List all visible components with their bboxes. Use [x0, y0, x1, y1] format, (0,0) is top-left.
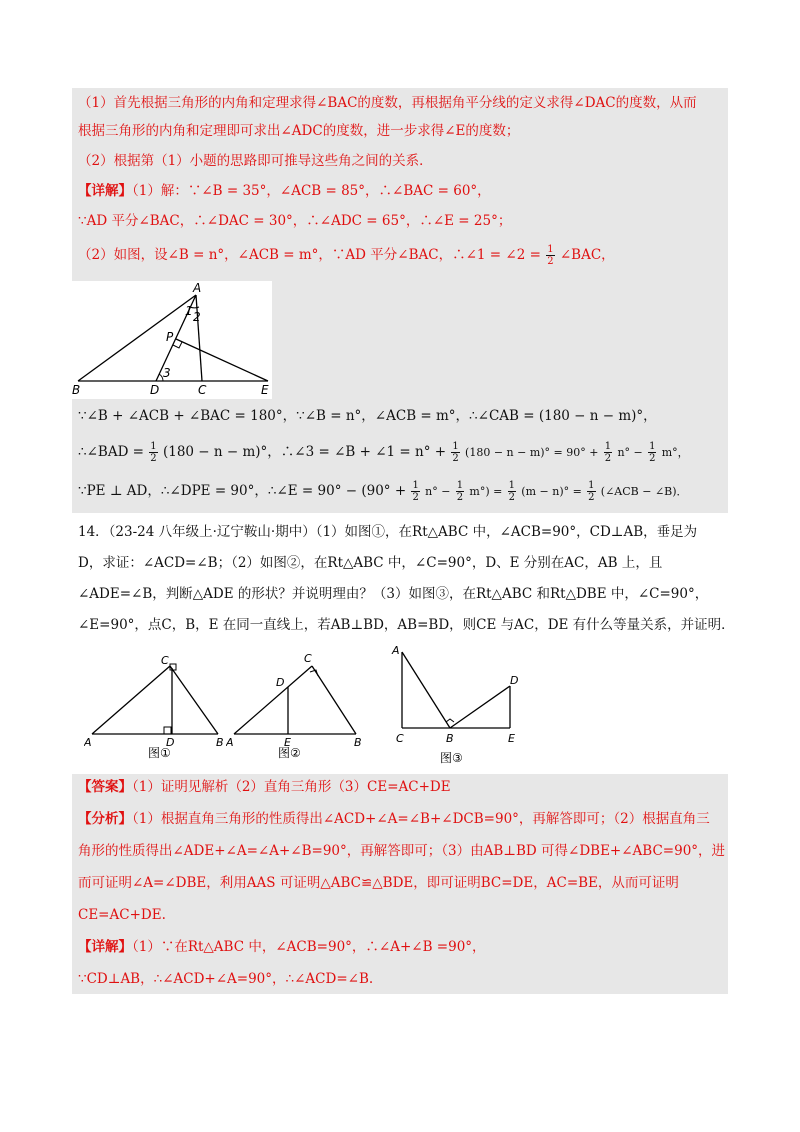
detail-line-3-suffix: ∠BAC，	[559, 247, 615, 263]
detail-line-2: ∵AD 平分∠BAC，∴∠DAC = 30°，∴∠ADC = 65°，∴∠E = 25°；	[78, 213, 512, 229]
label-C: C	[396, 732, 404, 745]
fraction-half-2c	[604, 441, 612, 464]
problem-14-figures	[76, 642, 728, 774]
fraction-num: 1	[412, 480, 419, 491]
derivation-line-3-d: (m − n)° =	[521, 485, 582, 498]
analysis2-line-1	[78, 810, 722, 828]
problem-14	[72, 513, 735, 634]
figure-2-right-triangle	[226, 650, 366, 770]
document-page	[72, 88, 735, 994]
label-B: B	[446, 732, 454, 745]
answer-text: （1）证明见解析（2）直角三角形（3）CE=AC+DE	[132, 779, 451, 795]
detail-line-1	[78, 182, 722, 200]
detail2-line-1	[78, 938, 722, 956]
label-D: D	[150, 383, 160, 397]
derivation-line-3-e: (∠ACB − ∠B)．	[600, 485, 688, 498]
derivation-line-3	[78, 480, 722, 503]
side-CB	[170, 666, 218, 734]
derivation-line-1: ∵∠B + ∠ACB + ∠BAC = 180°，∵∠B = n°，∠ACB = m°，∴∠CAB = (180 − n − m)°，	[78, 408, 657, 424]
figure-3-two-triangles	[388, 642, 538, 774]
analysis2-tag: 【分析】	[78, 811, 132, 827]
fraction-half	[546, 244, 554, 267]
fraction-num: 1	[508, 480, 515, 491]
fraction-den: 2	[456, 492, 464, 503]
detail-tag: 【详解】	[78, 183, 132, 199]
figure-2-caption: 图②	[278, 746, 301, 760]
analysis2-line-4: CE=AC+DE.	[78, 907, 166, 923]
analysis2-line-2: 角形的性质得出∠ADE+∠A=∠A+∠B=90°，再解答即可；（3）由AB⊥BD 可得∠DBE+∠ABC=90°，进	[78, 843, 726, 859]
right-angle-mark-D	[164, 727, 171, 734]
detail2-line-2: ∵CD⊥AB，∴∠ACD+∠A=90°，∴∠ACD=∠B.	[78, 971, 374, 987]
label-E: E	[261, 383, 269, 397]
problem-14-line-4: ∠E=90°，点C，B，E 在同一直线上，若AB⊥BD，AB=BD，则CE 与AC，DE 有什么等量关系，并证明．	[78, 617, 735, 633]
label-D: D	[166, 736, 175, 749]
answer-tag: 【答案】	[78, 779, 132, 795]
side-AC	[234, 666, 312, 734]
figure-1-right-triangle	[84, 650, 234, 770]
fraction-half-2d	[648, 441, 656, 464]
fraction-den: 2	[452, 453, 459, 464]
fraction-num: 1	[649, 441, 656, 452]
fraction-den: 2	[547, 256, 554, 267]
label-C: C	[198, 383, 207, 397]
fraction-den: 2	[588, 492, 595, 503]
detail2-tag: 【详解】	[78, 939, 132, 955]
analysis-line-3: （2）根据第（1）小题的思路即可推导这些角之间的关系．	[78, 153, 433, 169]
fraction-half-3d	[587, 480, 595, 503]
detail2-line-1-text: （1）∵在Rt△ABC 中，∠ACB=90°，∴∠A+∠B =90°，	[132, 939, 486, 955]
fraction-den: 2	[604, 453, 612, 464]
detail-line-3-prefix: （2）如图，设∠B = n°，∠ACB = m°，∵AD 平分∠BAC，∴∠1 = ∠2 =	[78, 247, 541, 263]
label-B: B	[216, 736, 224, 749]
answer-line	[78, 778, 722, 796]
label-A: A	[193, 281, 202, 295]
fraction-num: 1	[588, 480, 595, 491]
fraction-num: 1	[547, 244, 554, 255]
label-3: 3	[163, 366, 171, 380]
solution-block-shaded	[72, 88, 728, 513]
line-PE	[176, 339, 268, 381]
label-A: A	[226, 736, 234, 749]
problem-14-line-1: 14．（23-24 八年级上·辽宁鞍山·期中）（1）如图①，在Rt△ABC 中，∠ACB=90°，CD⊥AB，垂足为	[78, 524, 698, 540]
fraction-half-3b	[456, 480, 464, 503]
fraction-half-2a	[149, 441, 157, 464]
figure-1-triangle-diagram	[72, 281, 272, 399]
fraction-half-3c	[508, 480, 516, 503]
derivation-line-3-b: n° −	[425, 485, 451, 498]
fraction-den: 2	[649, 453, 656, 464]
derivation-line-2-e: m°，	[661, 446, 689, 459]
figure-1-container	[72, 281, 272, 399]
derivation-line-2-a: ∴∠BAD =	[78, 444, 144, 460]
analysis2-line-3: 而可证明∠A=∠DBE，利用AAS 可证明△ABC≌△BDE，即可证明BC=DE，AC=BE，从而可证明	[78, 875, 679, 891]
fraction-half-2b	[451, 441, 459, 464]
figure-1-caption: 图①	[148, 746, 171, 760]
fraction-den: 2	[150, 453, 157, 464]
label-A: A	[84, 736, 92, 749]
detail-line-3	[78, 244, 722, 267]
label-D: D	[276, 676, 285, 689]
solution-block-2-shaded	[72, 774, 728, 994]
figure-3-caption: 图③	[440, 751, 463, 765]
label-B: B	[354, 736, 362, 749]
analysis-line-2: 根据三角形的内角和定理即可求出∠ADC的度数，进一步求得∠E的度数；	[78, 123, 520, 139]
label-2: 2	[193, 310, 201, 324]
side-AB	[402, 652, 450, 728]
analysis-line-1: （1）首先根据三角形的内角和定理求得∠BAC的度数，再根据角平分线的定义求得∠DAC的度数，从而	[78, 95, 697, 111]
fraction-num: 1	[452, 441, 459, 452]
label-C: C	[161, 654, 169, 667]
label-A: A	[392, 644, 400, 657]
fraction-den: 2	[412, 492, 419, 503]
label-C: C	[304, 652, 312, 665]
problem-14-line-3: ∠ADE=∠B，判断△ADE 的形状？并说明理由？（3）如图③，在Rt△ABC 和Rt△DBE 中，∠C=90°，	[78, 586, 709, 602]
fraction-num: 1	[456, 480, 464, 491]
derivation-line-2	[78, 441, 722, 464]
line-BA	[78, 295, 196, 381]
derivation-line-2-b: (180 − n − m)°，∴∠3 = ∠B + ∠1 = n° +	[162, 444, 447, 460]
side-AC	[92, 666, 170, 734]
label-D: D	[510, 674, 519, 687]
derivation-line-2-c: (180 − n − m)° = 90° +	[465, 446, 599, 459]
fraction-half-3a	[411, 480, 419, 503]
detail-line-1-text: （1）解：∵∠B = 35°，∠ACB = 85°，∴∠BAC = 60°，	[132, 183, 491, 199]
derivation-line-3-a: ∵PE ⊥ AD，∴∠DPE = 90°，∴∠E = 90° − (90° +	[78, 483, 407, 499]
right-angle-mark-C	[310, 670, 318, 676]
derivation-line-2-d: n° −	[617, 446, 643, 459]
label-E: E	[284, 736, 291, 749]
label-1: 1	[185, 304, 193, 318]
right-angle-mark-B	[446, 719, 454, 722]
label-E: E	[508, 732, 515, 745]
fraction-den: 2	[508, 492, 515, 503]
label-P: P	[166, 330, 174, 344]
fraction-num: 1	[604, 441, 612, 452]
label-B: B	[72, 383, 81, 397]
fraction-num: 1	[150, 441, 157, 452]
analysis2-line-1-text: （1）根据直角三角形的性质得出∠ACD+∠A=∠B+∠DCB=90°，再解答即可；（2）根据直角三	[132, 811, 710, 827]
side-BD	[450, 686, 510, 728]
side-CB	[312, 666, 356, 734]
problem-14-line-2: D，求证：∠ACD=∠B；（2）如图②，在Rt△ABC 中，∠C=90°，D、E 分别在AC，AB 上，且	[78, 555, 663, 571]
derivation-line-3-c: m°) =	[469, 485, 503, 498]
